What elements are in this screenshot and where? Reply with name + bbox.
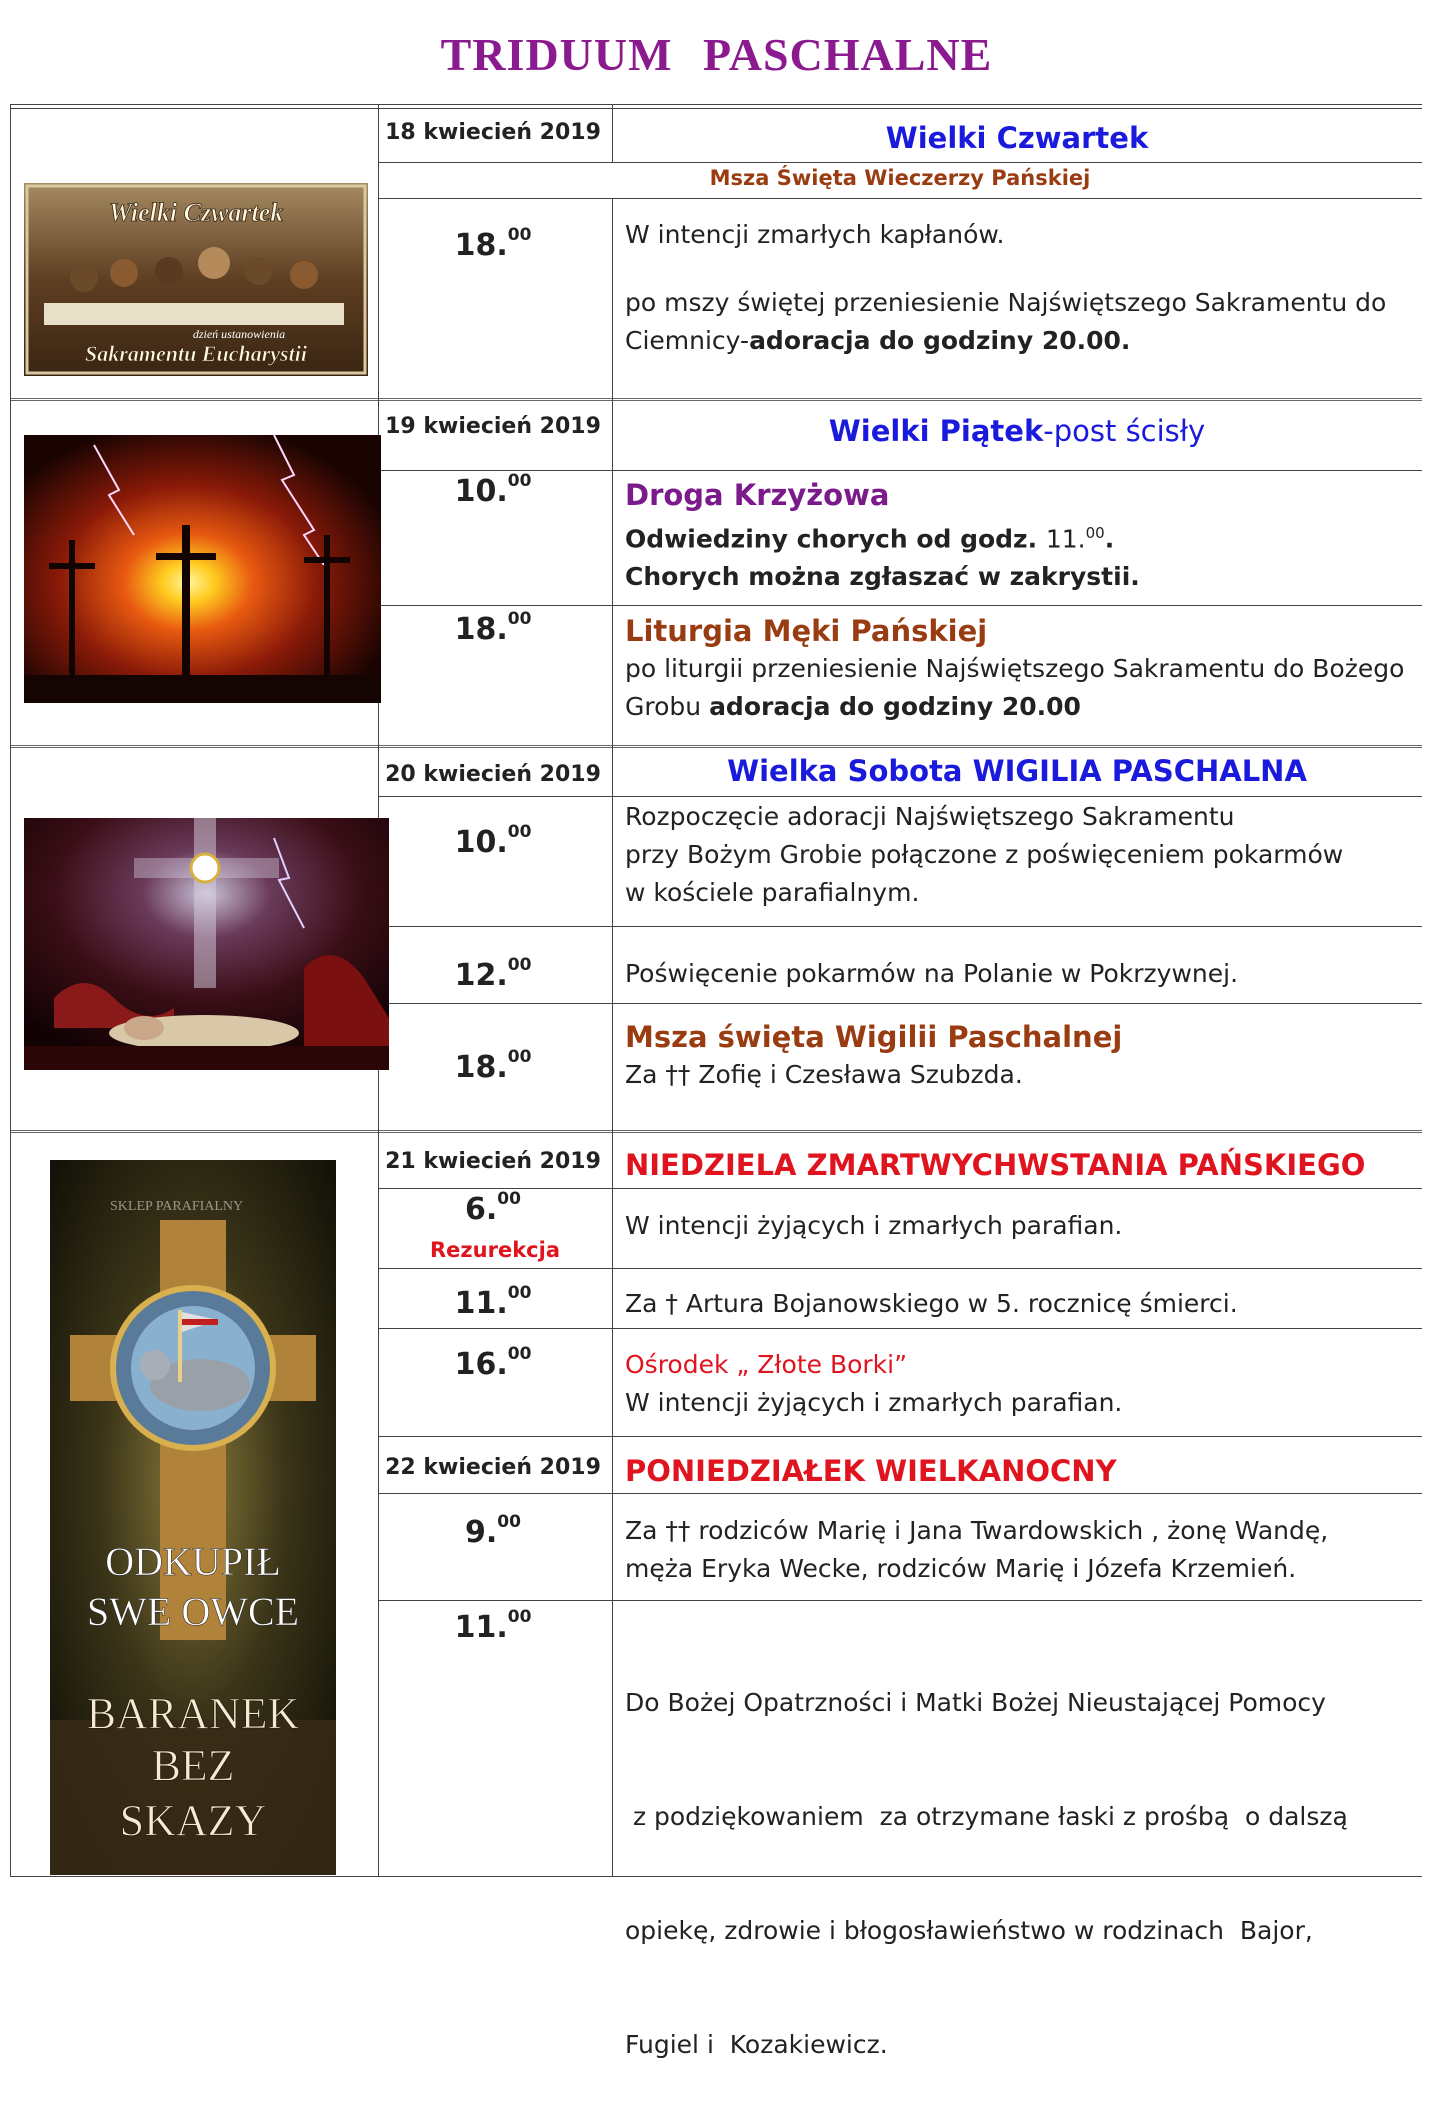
entry-line: W intencji żyjących i zmarłych parafian. — [625, 1211, 1123, 1240]
banner-line-3: BARANEK — [86, 1689, 300, 1738]
banner-line-5: SKAZY — [119, 1796, 267, 1845]
table-top-border — [10, 104, 1422, 105]
entry-line — [625, 688, 1415, 726]
entry-line: Fugiel i Kozakiewicz. — [625, 2030, 888, 2059]
column-divider — [10, 104, 11, 1876]
rezurekcja-note: Rezurekcja — [430, 1238, 560, 1262]
time-minute: 00 — [497, 1512, 521, 1532]
entry-text — [625, 1346, 1415, 1422]
entry-line: z podziękowaniem za otrzymane łaski z prośbą o dalszą — [625, 1802, 1348, 1831]
time-minute: 00 — [507, 955, 532, 975]
entry-title: Ośrodek „ Złote Borki” — [625, 1350, 908, 1379]
row-divider — [378, 1493, 1422, 1494]
entry-text — [625, 612, 1415, 726]
time-slot — [378, 1047, 608, 1085]
entry-line: Poświęcenie pokarmów na Polanie w Pokrzywnej. — [625, 959, 1239, 988]
time-hour: 11. — [454, 1610, 508, 1645]
heading-bold: Wielki Piątek — [828, 414, 1044, 448]
banner-line-1: ODKUPIŁ — [105, 1539, 281, 1584]
time-minute: 00 — [507, 822, 532, 842]
entry-text — [625, 1285, 1415, 1323]
entry-text — [625, 1018, 1415, 1094]
entry-line: W intencji żyjących i zmarłych parafian. — [625, 1388, 1123, 1417]
row-divider — [378, 1003, 1422, 1004]
time-minute: 00 — [507, 609, 532, 629]
image-caption-middle: dzień ustanowienia — [192, 327, 286, 341]
entry-text — [625, 955, 1415, 993]
time-minute: 00 — [507, 471, 532, 491]
entry-line: Za †† Zofię i Czesława Szubzda. — [625, 1060, 1023, 1089]
entry-title: Droga Krzyżowa — [625, 478, 890, 512]
date-day1: 18 kwiecień 2019 — [385, 120, 601, 145]
entry-line: Za †† rodziców Marię i Jana Twardowskich , żonę Wandę, — [625, 1516, 1329, 1545]
entry-line-end: . — [1104, 524, 1115, 554]
entry-line-time-sup: 00 — [1085, 524, 1105, 542]
time-minute: 00 — [507, 1047, 532, 1067]
time-slot — [378, 471, 608, 509]
section-divider — [10, 1130, 1422, 1133]
row-divider — [378, 1436, 1422, 1437]
row-divider — [378, 198, 1422, 199]
entry-line: po mszy świętej przeniesienie Najświętszego Sakramentu do — [625, 288, 1387, 317]
entry-line: w kościele parafialnym. — [625, 878, 920, 907]
entry-text — [625, 1512, 1415, 1588]
row-divider — [378, 926, 1422, 927]
banner-line-2: SWE OWCE — [86, 1589, 300, 1634]
crucifixion-image — [24, 435, 381, 703]
time-slot — [378, 1189, 608, 1227]
heading-poniedzialek: PONIEDZIAŁEK WIELKANOCNY — [625, 1454, 1117, 1488]
entry-line-time: 11. — [1045, 524, 1086, 554]
entry-line: Rozpoczęcie adoracji Najświętszego Sakramentu — [625, 802, 1235, 831]
lamb-banner-image — [50, 1160, 336, 1875]
time-hour: 6. — [465, 1192, 498, 1227]
entry-text — [625, 216, 1415, 360]
entry-text — [625, 476, 1415, 596]
banner-line-4: BEZ — [151, 1741, 235, 1790]
entry-line: Za † Artura Bojanowskiego w 5. rocznicę śmierci. — [625, 1289, 1238, 1318]
entry-line — [625, 514, 1415, 558]
time-minute: 00 — [507, 1607, 532, 1627]
time-hour: 9. — [465, 1515, 498, 1550]
section-divider — [10, 398, 1422, 401]
entry-line-part: Odwiedziny chorych od godz. — [625, 524, 1046, 554]
entry-title: Liturgia Męki Pańskiej — [625, 614, 988, 648]
time-hour: 18. — [454, 612, 508, 647]
time-hour: 10. — [454, 825, 508, 860]
time-slot — [378, 1283, 608, 1321]
time-slot — [378, 225, 608, 263]
entry-text — [625, 1207, 1415, 1245]
date-day5: 22 kwiecień 2019 — [385, 1455, 601, 1480]
entry-line: W intencji zmarłych kapłanów. — [625, 220, 1005, 249]
entry-line-bold: adoracja do godziny 20.00. — [749, 326, 1131, 355]
image-caption-bottom: Sakramentu Eucharystii — [85, 341, 307, 366]
entry-line: męża Eryka Wecke, rodziców Marię i Józefa Krzemień. — [625, 1554, 1297, 1583]
column-divider — [612, 198, 613, 1876]
heading-niedziela: NIEDZIELA ZMARTWYCHWSTANIA PAŃSKIEGO — [625, 1148, 1366, 1182]
heading-wielki-piatek — [612, 414, 1422, 448]
entry-line: po liturgii przeniesienie Najświętszego Sakramentu do Bożego — [625, 654, 1405, 683]
row-divider — [378, 796, 1422, 797]
row-divider — [378, 1328, 1422, 1329]
row-divider — [378, 1600, 1422, 1601]
entry-line: opiekę, zdrowie i błogosławieństwo w rodzinach Bajor, — [625, 1916, 1313, 1945]
entry-line: przy Bożym Grobie połączone z poświęceniem pokarmów — [625, 840, 1344, 869]
date-day2: 19 kwiecień 2019 — [385, 414, 601, 439]
tomb-adoration-image — [24, 818, 389, 1070]
time-slot — [378, 822, 608, 860]
time-slot — [378, 955, 608, 993]
row-divider — [378, 1188, 1422, 1189]
entry-text — [625, 1608, 1415, 2102]
time-minute: 00 — [507, 225, 532, 245]
entry-line-part: Ciemnicy- — [625, 326, 750, 355]
entry-title: Msza święta Wigilii Paschalnej — [625, 1020, 1123, 1054]
entry-line-part: Grobu — [625, 692, 710, 721]
page-title: TRIDUUM PASCHALNE — [440, 29, 993, 80]
time-hour: 16. — [454, 1347, 508, 1382]
entry-line: Chorych można zgłaszać w zakrystii. — [625, 562, 1140, 592]
time-slot — [378, 1512, 608, 1550]
time-hour: 11. — [454, 1286, 508, 1321]
time-slot — [378, 609, 608, 647]
date-day3: 20 kwiecień 2019 — [385, 762, 601, 787]
banner-watermark: SKLEP PARAFIALNY — [110, 1199, 244, 1214]
row-divider — [378, 470, 1422, 471]
row-divider — [378, 605, 1422, 606]
heading-wielki-czwartek: Wielki Czwartek — [885, 121, 1149, 155]
row-divider — [378, 1268, 1422, 1269]
time-minute: 00 — [497, 1189, 521, 1209]
section-divider — [10, 745, 1422, 748]
entry-line: Do Bożej Opatrzności i Matki Bożej Nieustającej Pomocy — [625, 1688, 1326, 1717]
entry-line-bold: adoracja do godziny 20.00 — [709, 692, 1081, 721]
time-minute: 00 — [507, 1344, 532, 1364]
image-caption-top: Wielki Czwartek — [108, 198, 284, 227]
heading-wielka-sobota: Wielka Sobota WIGILIA PASCHALNA — [727, 754, 1307, 788]
time-hour: 12. — [454, 958, 508, 993]
time-hour: 18. — [454, 228, 508, 263]
row-divider — [10, 108, 1422, 109]
time-hour: 18. — [454, 1050, 508, 1085]
heading-rest: -post ścisły — [1043, 414, 1206, 448]
time-slot — [378, 1607, 608, 1645]
date-day4: 21 kwiecień 2019 — [385, 1149, 601, 1174]
row-divider — [378, 162, 1422, 163]
time-minute: 00 — [507, 1283, 532, 1303]
entry-text — [625, 798, 1415, 912]
last-supper-image — [24, 183, 368, 376]
time-hour: 10. — [454, 474, 508, 509]
entry-line — [625, 322, 1415, 360]
subheading-msza-wieczerzy: Msza Święta Wieczerzy Pańskiej — [709, 166, 1091, 190]
time-slot — [378, 1344, 608, 1382]
